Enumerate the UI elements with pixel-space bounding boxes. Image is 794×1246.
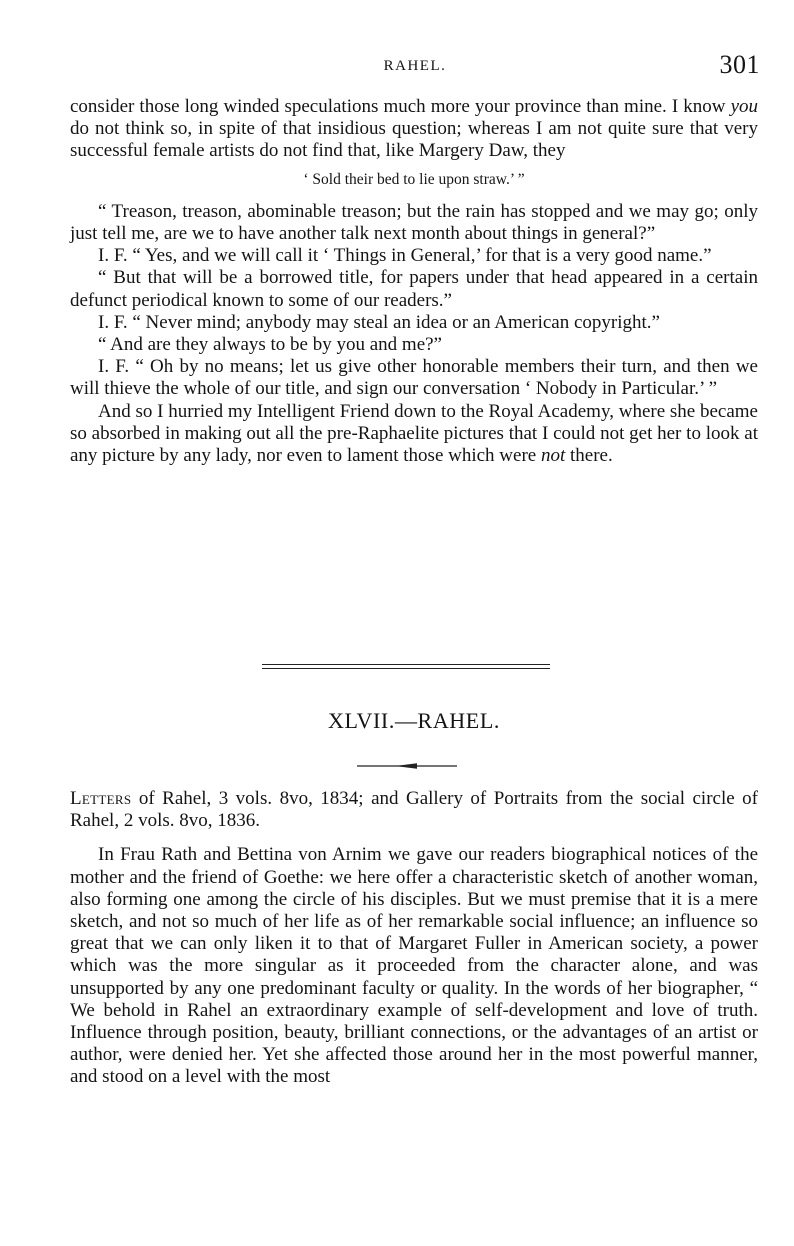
running-head — [70, 50, 760, 80]
paragraph: I. F. “ Never mind; anybody may steal an idea or an American copyright.” — [98, 311, 660, 333]
paragraph: I. F. “ Oh by no means; let us give other honorable members their turn, and then we will thieve the whole of our title, and sign our conversation ‘ Nobody in Particular.’ ” — [70, 356, 758, 400]
paragraph-text: do not think so, in spite of that insidious question; whereas I am not quite sure that very successful female artists do not find that, like Margery Daw, they — [70, 118, 758, 162]
chapter-title: XLVII.—RAHEL. — [328, 708, 500, 733]
citation-text: of Rahel, 3 vols. 8vo, 1834; and Gallery of Portraits from the social circle of Rahel, 2 vols. 8vo, 1836. — [70, 788, 758, 832]
paragraph-continued — [70, 96, 758, 163]
paragraph-text: there. — [565, 445, 613, 467]
paragraph — [70, 401, 758, 468]
ornament-dash-icon — [357, 760, 457, 772]
chapter-body — [70, 788, 758, 1089]
paragraph-text: And so I hurried my Intelligent Friend down to the Royal Academy, where she became so absorbed in making out all the pre-Raphaelite pictures that I could not get her to look at any picture by any lady, nor even to lament those which were — [70, 400, 758, 467]
paragraph: “ Treason, treason, abominable treason; but the rain has stopped and we may go; only just tell me, are we to have another talk next month about things in general?” — [70, 200, 758, 245]
paragraph: In Frau Rath and Bettina von Arnim we gave our readers biographical notices of the mother and the friend of Goethe: we here offer a characteristic sketch of another woman, also forming one among the circle of his disciples. But we must premise that it is a mere sketch, and not so much of her life as of her remarkable social influence; an influence so great that we can only liken it to that of Margaret Fuller in American society, a power which was the more singular as it proceeded from the character alone, and was unsupported by any one predominant faculty or quality. In the words of her biographer, “ We behold in Rahel an extraordinary example of self-development and love of truth. Influence through position, beauty, brilliant connections, or the advantages of an artist or author, were denied her. Yet she affected those around her in the most powerful manner, and stood on a level with the most — [70, 844, 758, 1088]
paragraph: “ And are they always to be by you and me?” — [98, 334, 442, 356]
running-title: RAHEL. — [383, 58, 447, 74]
page-number: 301 — [719, 50, 760, 79]
verse-quote: ‘ Sold their bed to lie upon straw.’ ” — [303, 170, 525, 188]
section-divider-rule — [262, 664, 550, 665]
paragraph: I. F. “ Yes, and we will call it ‘ Things in General,’ for that is a very good name.” — [98, 245, 712, 267]
emphasis-text: you — [730, 96, 758, 117]
emphasis-text: not — [540, 445, 566, 467]
paragraph-text: consider those long winded speculations much more your province than mine. I know — [70, 96, 731, 117]
citation-lead: Letters — [70, 788, 132, 809]
paragraph: “ But that will be a borrowed title, for papers under that head appeared in a certain defunct periodical known to some of our readers.” — [70, 267, 758, 311]
section-divider-rule — [262, 668, 550, 669]
previous-chapter-ending — [70, 96, 758, 467]
source-citation — [70, 788, 758, 832]
